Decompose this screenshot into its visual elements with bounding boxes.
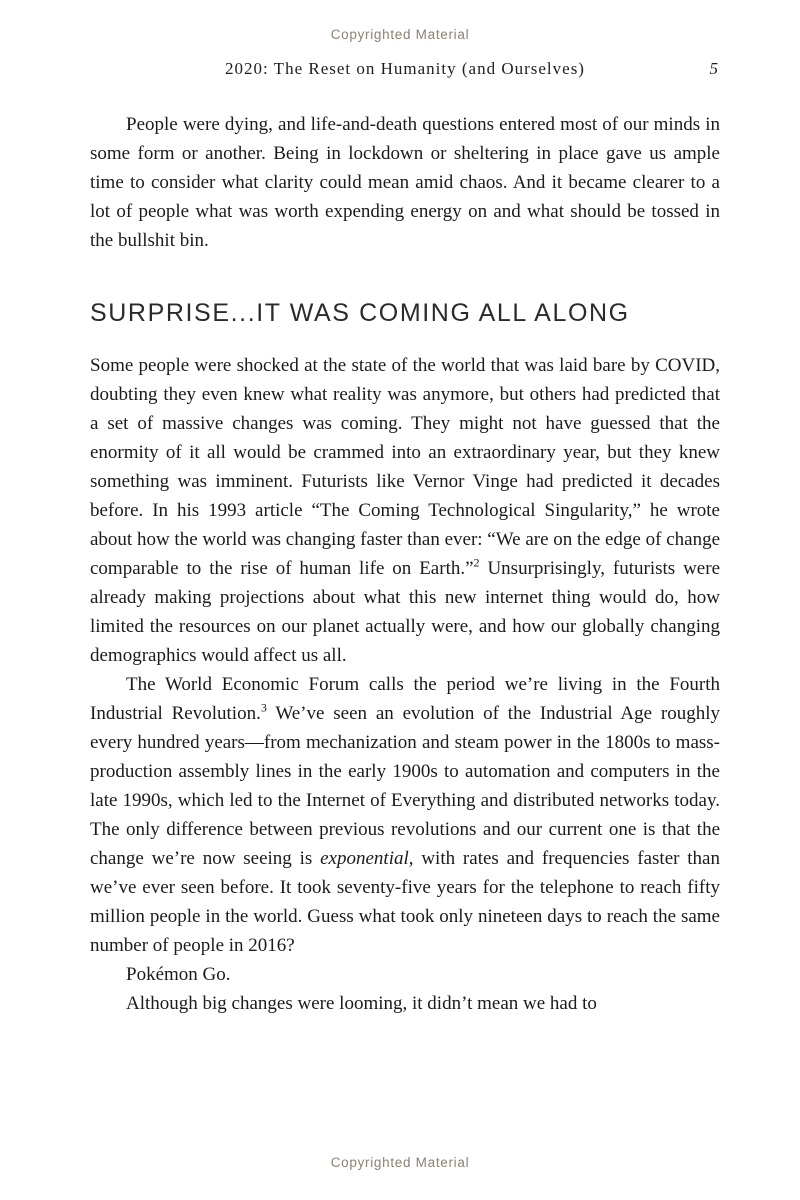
body-paragraph-3 xyxy=(90,670,720,960)
paragraph-3-text-c: , with rates and frequencies faster than we’ve ever seen before. It took seventy-five years for the telephone to reach fifty million people in the world. Guess what took only nineteen days to reach the same number of people in 2016? xyxy=(90,848,720,956)
paragraph-2-text-a: Some people were shocked at the state of the world that was laid bare by COVID, doubting they even knew what reality was anymore, but others had predicted that a set of massive changes was coming. They might not have guessed that the enormity of it all would be crammed into an extraordinary year, but they knew something was imminent. Futurists like Vernor Vinge had predicted it decades before. In his 1993 article “The Coming Technological Singularity,” he wrote about how the world was changing faster than ever: “We are on the edge of change comparable to the rise of human life on Earth.” xyxy=(90,355,720,579)
body-paragraph-1: People were dying, and life-and-death questions entered most of our minds in some form or another. Being in lockdown or sheltering in place gave us ample time to consider what clarity could mean amid chaos. And it became clearer to a lot of people what was worth expending energy on and what should be tossed in the bullshit bin. xyxy=(90,114,720,251)
page-number: 5 xyxy=(709,59,718,78)
body-paragraph-5: Although big changes were looming, it didn’t mean we had to xyxy=(126,993,597,1014)
body-paragraph-4: Pokémon Go. xyxy=(126,964,231,985)
footnote-reference-2: 2 xyxy=(473,555,480,570)
paragraph-3-text-a: The World Economic Forum calls the period we’re living in the Fourth Industrial Revolution. xyxy=(90,674,720,724)
emphasized-word-exponential: exponential xyxy=(320,848,409,869)
paragraph-3-text-b: We’ve seen an evolution of the Industrial Age roughly every hundred years—from mechanization and steam power in the 1800s to mass-production assembly lines in the early 1900s to automation and computers in the late 1990s, which led to the Internet of Everything and distributed networks today. The only difference between previous revolutions and our current one is that the change we’re now seeing is xyxy=(90,703,721,869)
copyright-notice-top: Copyrighted Material xyxy=(330,27,470,42)
page-body xyxy=(90,110,720,1018)
body-paragraph-2 xyxy=(90,351,720,670)
copyright-notice-bottom: Copyrighted Material xyxy=(330,1155,470,1170)
running-header xyxy=(90,59,720,79)
section-heading: SURPRISE...IT WAS COMING ALL ALONG xyxy=(90,299,630,327)
footnote-reference-3: 3 xyxy=(260,700,267,715)
paragraph-2-text-b: Unsurprisingly, futurists were already making projections about what this new internet thing would do, how limited the resources on our planet actually were, and how our globally changing demographics would affect us all. xyxy=(90,558,720,666)
running-header-title: 2020: The Reset on Humanity (and Ourselves) xyxy=(225,59,585,78)
